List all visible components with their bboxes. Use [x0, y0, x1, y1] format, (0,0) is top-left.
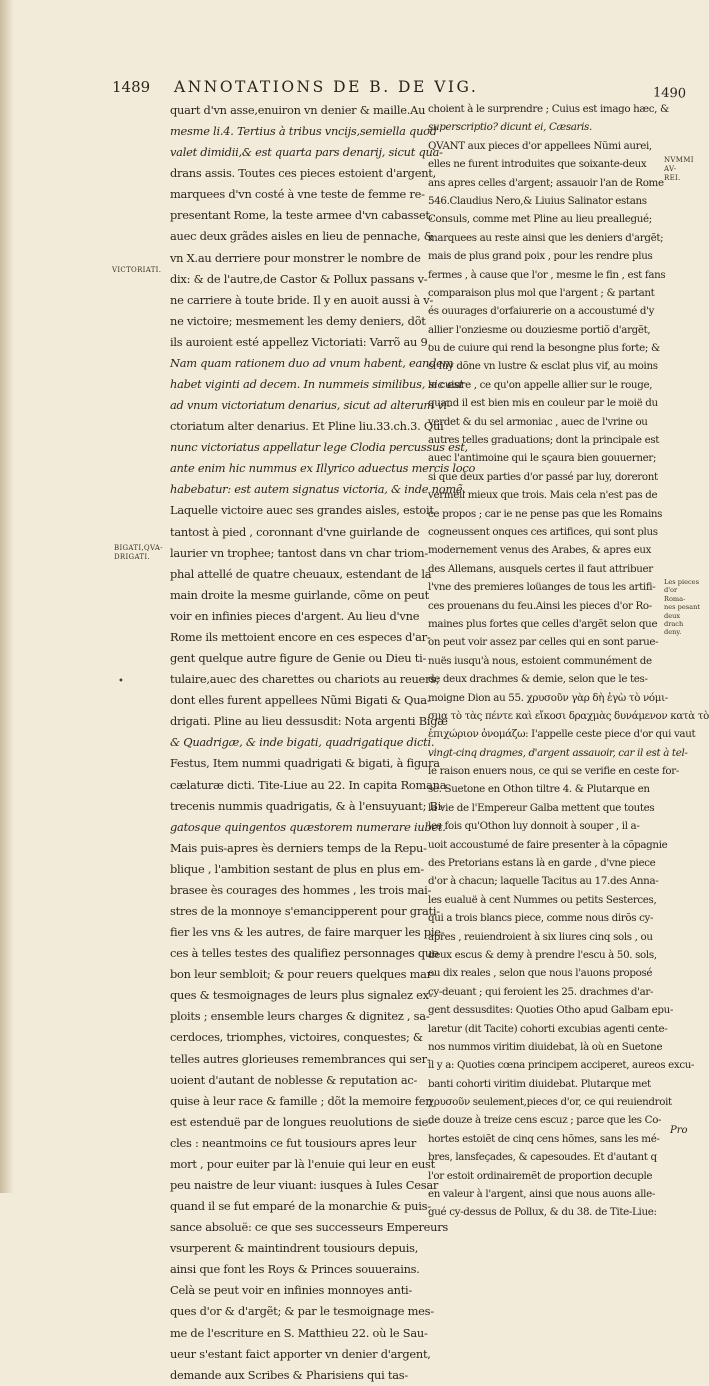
text-line: auec l'antimoine qui le sçaura bien gouuerner; — [428, 452, 657, 465]
text-line: uoit accoustumé de faire presenter à la cõpagnie — [428, 838, 668, 851]
text-line: cles : neantmoins ce fut tousiours apres leur — [170, 1135, 417, 1150]
text-line: ou de cuiure qui rend la besongne plus forte; & — [428, 342, 660, 355]
text-line: si que deux parties d'or passé par luy, doreront — [428, 470, 658, 483]
text-line: l'or estoit ordinairemẽt de proportion decuple — [428, 1169, 653, 1182]
text-line: elles ne furent introduites que soixante-deux — [428, 158, 647, 171]
text-line: tulaire,auec des charettes ou chariots au reuers; — [170, 672, 440, 687]
text-line: gué cy-dessus de Pollux, & du 38. de Tite-Liue: — [428, 1206, 657, 1219]
text-line: des Pretorians estans là en garde , d'vne piece — [428, 857, 656, 870]
text-line: il y a: Quoties cœna principem acciperet, aureos excu- — [428, 1059, 695, 1072]
margin-note-pieces-line: deny. — [664, 628, 682, 637]
text-line: d'or à chacun; laquelle Tacitus au 17.des Anna- — [428, 875, 659, 888]
text-line: ploits ; ensemble leurs charges & dignitez , sa- — [170, 1009, 430, 1024]
text-line: banti cohorti viritim diuidebat. Plutarque met — [428, 1077, 651, 1090]
text-line: si luy dõne vn lustre & esclat plus vif, au moins — [428, 360, 658, 373]
text-line: en valeur à l'argent, ainsi que nous auons alle- — [428, 1188, 655, 1201]
margin-note-nummi-aurei-line: NVMMI AV- — [664, 156, 694, 173]
header-title: ANNOTATIONS DE B. DE VIG. — [174, 78, 479, 96]
text-line: trecenis nummis quadrigatis, & à l'ensuyuant; Bi- — [170, 798, 445, 813]
text-line: dix: & de l'autre,de Castor & Pollux passans v- — [170, 271, 428, 286]
text-line: le raison enuers nous, ce qui se verifie en ceste for- — [428, 765, 679, 778]
text-line: modernement venus des Arabes, & apres eux — [428, 544, 652, 557]
text-line: vn X.au derriere pour monstrer le nombre de — [170, 250, 421, 265]
text-line: auec deux grãdes aisles en lieu de pennache, & — [170, 229, 434, 244]
text-line: de deux drachmes & demie, selon que le tes- — [428, 673, 648, 686]
text-line: ce propos ; car ie ne pense pas que les Romains — [428, 507, 663, 520]
text-line: choient à le surprendre ; Cuius est imago hæc, & — [428, 103, 669, 115]
page-number-left: 1489 — [112, 78, 151, 96]
margin-note-nummi-aurei-line: REI. — [664, 174, 681, 182]
text-line: tantost à pied , coronnant d'vne guirlande de — [170, 524, 420, 539]
text-line: superscriptio? dicunt ei, Cæsaris. — [428, 121, 592, 134]
text-line: peu naistre de leur viuant: iusques à Iules Cesar — [170, 1177, 439, 1192]
text-line: demande aux Scribes & Pharisiens qui tas- — [170, 1367, 408, 1382]
text-line: cælaturæ dicti. Tite-Liue au 22. In capita Romana — [170, 777, 447, 792]
text-line: blique , l'ambition sestant de plus en plus em- — [170, 861, 424, 876]
margin-note-victoriati-text: VICTORIATI. — [112, 266, 162, 274]
text-line: marquees d'vn costé à vne teste de femme re- — [170, 187, 425, 202]
text-line: ces prouenans du feu.Ainsi les pieces d'or Ro- — [428, 599, 652, 612]
text-line: bres, lansfeçades, & capesoudes. Et d'autant q — [428, 1151, 657, 1164]
margin-note-pieces-line: nes pesant — [664, 603, 700, 612]
text-line: uoient d'autant de noblesse & reputation ac- — [170, 1072, 418, 1087]
left-text-column — [170, 100, 476, 1386]
text-line: cy-deuant ; qui feroient les 25. drachmes d'ar- — [428, 985, 654, 998]
text-line: les eualuë à cent Nummes ou petits Sesterces, — [428, 893, 657, 906]
text-line: l'vne des premieres loüanges de tous les artifi- — [428, 581, 656, 594]
text-line: drans assis. Toutes ces pieces estoient d'argent, — [170, 166, 436, 181]
text-line: ainsi que font les Roys & Princes souuerains. — [170, 1262, 420, 1277]
text-line: fier les vns & les autres, de faire marquer les pie- — [170, 925, 445, 940]
text-line: des Allemans, ausquels certes il faut attribuer — [428, 562, 653, 575]
running-header — [112, 78, 692, 102]
text-line: telles autres glorieuses remembrances qui ser- — [170, 1051, 431, 1066]
text-line: est estenduë par de longues reuolutions de sie- — [170, 1114, 432, 1129]
text-line: mort , pour euiter par là l'enuie qui leur en eust — [170, 1156, 435, 1171]
text-line: vsurperent & maintindrent tousiours depuis, — [170, 1241, 419, 1256]
margin-note-pieces-line: Les pieces — [664, 578, 699, 586]
text-line: gent quelque autre figure de Genie ou Dieu ti- — [170, 651, 427, 666]
text-line: dont elles furent appellees Nũmi Bigati & Qua- — [170, 693, 431, 708]
text-line: drigati. Pline au lieu dessusdit: Nota argenti Bigæ — [170, 714, 448, 729]
text-line: la vie de l'Empereur Galba mettent que toutes — [428, 801, 655, 814]
text-line: moigne Dion au 55. χρυσοῦν γὰρ δὴ ἐγὼ τὸ νόμι- — [428, 691, 668, 704]
text-line: stres de la monnoye s'emancipperent pour grati- — [170, 903, 440, 918]
margin-note-bigati-line: DRIGATI. — [114, 553, 150, 561]
text-line: ante enim hic nummus ex Illyrico aduectus mercis loco — [170, 461, 476, 476]
text-line: allier l'onziesme ou douziesme portiõ d'argẽt, — [428, 323, 651, 336]
text-line: valet dimidii,& est quarta pars denarij, sicut qua- — [170, 145, 443, 160]
text-line: cogneussent onques ces artifices, qui sont plus — [428, 525, 658, 538]
text-line: comparaison plus mol que l'argent ; & partant — [428, 286, 655, 299]
text-line: brasee ès courages des hommes , les trois mai- — [170, 882, 432, 897]
text-line: mais de plus grand poix , pour les rendre plus — [428, 250, 653, 263]
text-line: marquees au reste ainsi que les deniers d'argẽt; — [428, 231, 664, 244]
text-line: & Quadrigæ, & inde bigati, quadrigatique dicti. — [170, 735, 435, 750]
text-line: ans apres celles d'argent; assauoir l'an de Rome — [428, 176, 664, 189]
text-line: Rome ils mettoient encore en ces especes d'ar- — [170, 629, 431, 644]
text-line: vingt-cinq dragmes, d'argent assauoir, car il est à tel- — [428, 746, 688, 759]
text-line: habebatur: est autem signatus victoria, & inde nomẽ. — [170, 482, 466, 497]
text-line: me de l'escriture en S. Matthieu 22. où le Sau- — [170, 1325, 428, 1340]
text-line: laurier vn trophee; tantost dans vn char triom- — [170, 545, 428, 560]
margin-note-nummi-aurei — [664, 156, 700, 183]
text-line: QVANT aux pieces d'or appellees Nũmi aurei, — [428, 139, 652, 152]
text-line: apres , reuiendroient à six liures cinq sols , ou — [428, 930, 653, 943]
text-line: σμα τὸ τὰς πέντε καὶ εἴκοσι δραχμὰς δυνάμενον κατὰ τὸ — [428, 709, 709, 722]
text-line: ques & tesmoignages de leurs plus signalez ex- — [170, 988, 433, 1003]
text-line: mesme li.4. Tertius à tribus vncijs,semiella quod — [170, 124, 437, 139]
text-line: fermes , à cause que l'or , mesme le fin , est fans — [428, 268, 666, 281]
text-line: autres telles graduations; dont la principale est — [428, 434, 660, 447]
text-line: nuës iusqu'à nous, estoient communément de — [428, 654, 652, 667]
gutter-shadow — [0, 0, 14, 1193]
text-line: phal attellé de quatre cheuaux, estendant de la — [170, 566, 432, 581]
text-line: gatosque quingentos quæstorem numerare iubet. — [170, 819, 446, 834]
text-line: qui a trois blancs piece, comme nous dirõs cy- — [428, 912, 654, 925]
text-line: ueur s'estant faict apporter vn denier d'argent, — [170, 1346, 431, 1361]
text-line: quise à leur race & famille ; dõt la memoire fen — [170, 1093, 433, 1108]
catchword: Pro — [670, 1125, 688, 1136]
text-line: nunc victoriatus appellatur lege Clodia percussus est, — [170, 440, 468, 455]
text-line: verdet & du sel armoniac , auec de l'vrine ou — [428, 415, 648, 428]
text-line: le cuiure , ce qu'on appelle allier sur le rouge, — [428, 378, 653, 391]
text-line: les fois qu'Othon luy donnoit à souper , il a- — [428, 820, 640, 833]
text-line: Festus, Item nummi quadrigati & bigati, à figura — [170, 756, 440, 771]
text-line: és ouurages d'orfaiurerie on a accoustumé d'y — [428, 305, 655, 318]
text-line: ques d'or & d'argẽt; & par le tesmoignage mes- — [170, 1304, 434, 1319]
text-line: Consuls, comme met Pline au lieu preallegué; — [428, 213, 652, 226]
page-number-right: 1490 — [652, 85, 687, 102]
text-line: habet viginti ad decem. In nummeis similibus, sic est — [170, 377, 464, 392]
text-line: cerdoces, triomphes, victoires, conquestes; & — [170, 1030, 423, 1045]
text-line: se. Suetone en Othon tiltre 4. & Plutarque en — [428, 783, 650, 796]
text-line: Celà se peut voir en infinies monnoyes anti- — [170, 1283, 413, 1298]
text-line: ἐπιχώριον ὀνομάζω: I'appelle ceste piece d'or qui vaut — [428, 728, 696, 741]
margin-note-pieces-line: d'or Roma- — [664, 586, 686, 603]
margin-note-victoriati — [112, 266, 161, 275]
text-line: Laquelle victoire auec ses grandes aisles, estoit — [170, 503, 434, 518]
text-line: sance absoluë: ce que ses successeurs Empereurs — [170, 1220, 449, 1235]
text-line: ils auroient esté appellez Victoriati: Varrõ au 9. — [170, 334, 431, 349]
text-line: ou dix reales , selon que nous l'auons proposé — [428, 967, 653, 980]
text-line: Mais puis-apres ès derniers temps de la Repu- — [170, 840, 427, 855]
text-line: presentant Rome, la teste armee d'vn cabasset, — [170, 208, 434, 223]
text-line: bon leur sembloit; & pour reuers quelques mar- — [170, 967, 436, 982]
text-line: 546.Claudius Nero,& Liuius Salinator estans — [428, 194, 647, 207]
text-line: main droite la mesme guirlande, cõme on peut — [170, 587, 429, 602]
margin-note-bigati — [114, 544, 163, 562]
text-line: ces à telles testes des qualifiez personnages que — [170, 946, 439, 961]
text-line: ne victoire; mesmement les demy deniers, dõt — [170, 313, 426, 328]
text-line: ad vnum victoriatum denarius, sicut ad alterum vi- — [170, 398, 451, 413]
margin-note-pieces-line: deux drach — [664, 611, 684, 629]
text-line: vermeil mieux que trois. Mais cela n'est pas de — [428, 489, 658, 502]
text-line: χρυσοῦν seulement,pieces d'or, ce qui reuiendroit — [428, 1096, 672, 1109]
margin-asterisk: • — [118, 676, 124, 687]
text-line: ne carriere à toute bride. Il y en auoit aussi à v- — [170, 292, 434, 307]
text-line: on peut voir assez par celles qui en sont parue- — [428, 636, 659, 649]
text-line: nos nummos viritim diuidebat, là où en Suetone — [428, 1040, 663, 1053]
text-line: gent dessusdites: Quoties Otho apud Galbam epu- — [428, 1004, 674, 1017]
text-line: laretur (dit Tacite) cohorti excubias agenti cente- — [428, 1022, 668, 1035]
text-line: quart d'vn asse,enuiron vn denier & maille.Au — [170, 103, 426, 117]
text-line: hortes estoiẽt de cinq cens hõmes, sans les mé- — [428, 1132, 660, 1145]
text-line: maines plus fortes que celles d'argẽt selon que — [428, 617, 658, 630]
text-line: deux escus & demy à prendre l'escu à 50. sols, — [428, 948, 657, 961]
text-line: voir en infinies pieces d'argent. Au lieu d'vne — [170, 608, 420, 623]
text-line: Nam quam rationem duo ad vnum habent, eandem — [170, 355, 454, 370]
text-line: quand il est bien mis en couleur par le moië du — [428, 397, 658, 410]
margin-note-bigati-line: BIGATI,QVA- — [114, 544, 163, 552]
text-line: ctoriatum alter denarius. Et Pline liu.33.ch.3. Qui — [170, 419, 444, 434]
text-line: quand il se fut emparé de la monarchie & puis- — [170, 1199, 431, 1214]
text-line: de douze à treize cens escuz ; parce que les Co- — [428, 1114, 662, 1127]
margin-note-pieces-or — [664, 578, 700, 637]
